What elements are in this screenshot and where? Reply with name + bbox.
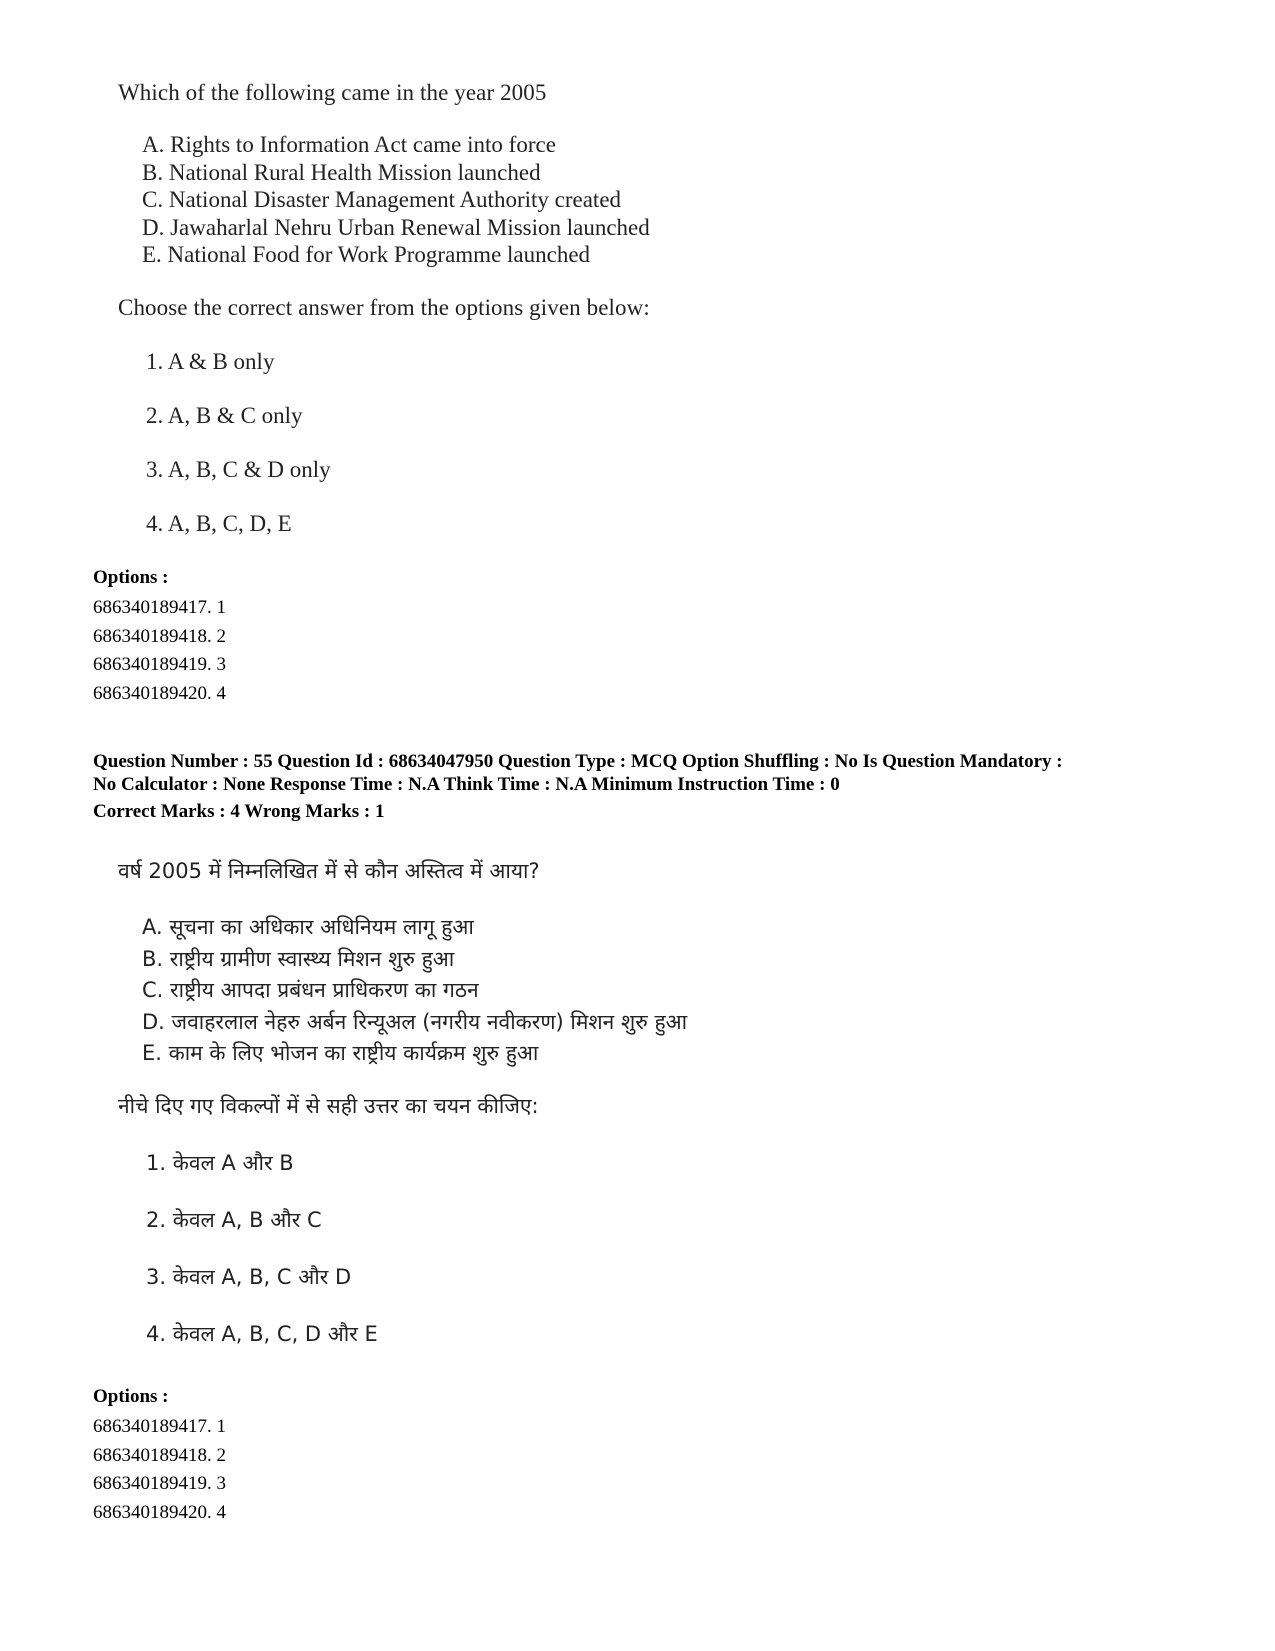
statement-list-en	[142, 131, 650, 269]
answer-choice: 2. केवल A, B और C	[146, 1208, 322, 1232]
option-id-item: 686340189418. 2	[93, 1444, 226, 1466]
option-id-item: 686340189417. 1	[93, 1416, 226, 1437]
answer-choice: 3. केवल A, B, C और D	[146, 1265, 352, 1289]
question-text-hi: वर्ष 2005 में निम्नलिखित में से कौन अस्तित्व में आया?	[118, 859, 540, 883]
statement-item: B. National Rural Health Mission launched	[142, 159, 541, 185]
question-meta	[93, 750, 1063, 823]
answer-choice: 1. केवल A और B	[146, 1151, 294, 1175]
statement-item: A. सूचना का अधिकार अधिनियम लागू हुआ	[142, 915, 474, 939]
instruction-en: Choose the correct answer from the options given below:	[118, 295, 650, 320]
answer-choice: 3. A, B, C & D only	[146, 457, 331, 482]
meta-line: No Calculator : None Response Time : N.A Think Time : N.A Minimum Instruction Time : 0	[93, 774, 840, 795]
option-id-list	[93, 594, 226, 708]
option-id-item: 686340189420. 4	[93, 682, 226, 704]
options-label: Options :	[93, 567, 169, 588]
meta-line: Question Number : 55 Question Id : 68634047950 Question Type : MCQ Option Shuffling : No Is Question Mandatory :	[93, 751, 1063, 772]
answer-choice: 4. केवल A, B, C, D और E	[146, 1322, 378, 1346]
option-id-item: 686340189418. 2	[93, 625, 226, 647]
instruction-hi: नीचे दिए गए विकल्पों में से सही उत्तर का चयन कीजिए:	[118, 1094, 539, 1118]
answer-choice: 1. A & B only	[146, 349, 275, 374]
meta-line: Correct Marks : 4 Wrong Marks : 1	[93, 801, 385, 822]
statement-item: B. राष्ट्रीय ग्रामीण स्वास्थ्य मिशन शुरु हुआ	[142, 946, 455, 971]
answer-choice: 2. A, B & C only	[146, 403, 303, 428]
options-label: Options :	[93, 1386, 169, 1407]
question-text-en: Which of the following came in the year 2005	[118, 80, 547, 105]
statement-item: C. National Disaster Management Authority created	[142, 187, 622, 212]
option-id-item: 686340189417. 1	[93, 597, 226, 618]
statement-item: C. राष्ट्रीय आपदा प्रबंधन प्राधिकरण का गठन	[142, 978, 479, 1002]
statement-item: E. National Food for Work Programme launched	[142, 242, 591, 267]
option-id-item: 686340189419. 3	[93, 654, 226, 675]
answer-choice: 4. A, B, C, D, E	[146, 511, 292, 536]
statement-item: A. Rights to Information Act came into force	[142, 132, 556, 157]
statement-item: D. Jawaharlal Nehru Urban Renewal Mission launched	[142, 214, 650, 240]
statement-list-hi	[142, 912, 687, 1070]
option-id-item: 686340189420. 4	[93, 1501, 226, 1523]
statement-item: E. काम के लिए भोजन का राष्ट्रीय कार्यक्रम शुरु हुआ	[142, 1041, 539, 1065]
option-id-list	[93, 1413, 226, 1527]
option-id-item: 686340189419. 3	[93, 1473, 226, 1494]
statement-item: D. जवाहरलाल नेहरु अर्बन रिन्यूअल (नगरीय नवीकरण) मिशन शुरु हुआ	[142, 1009, 688, 1034]
